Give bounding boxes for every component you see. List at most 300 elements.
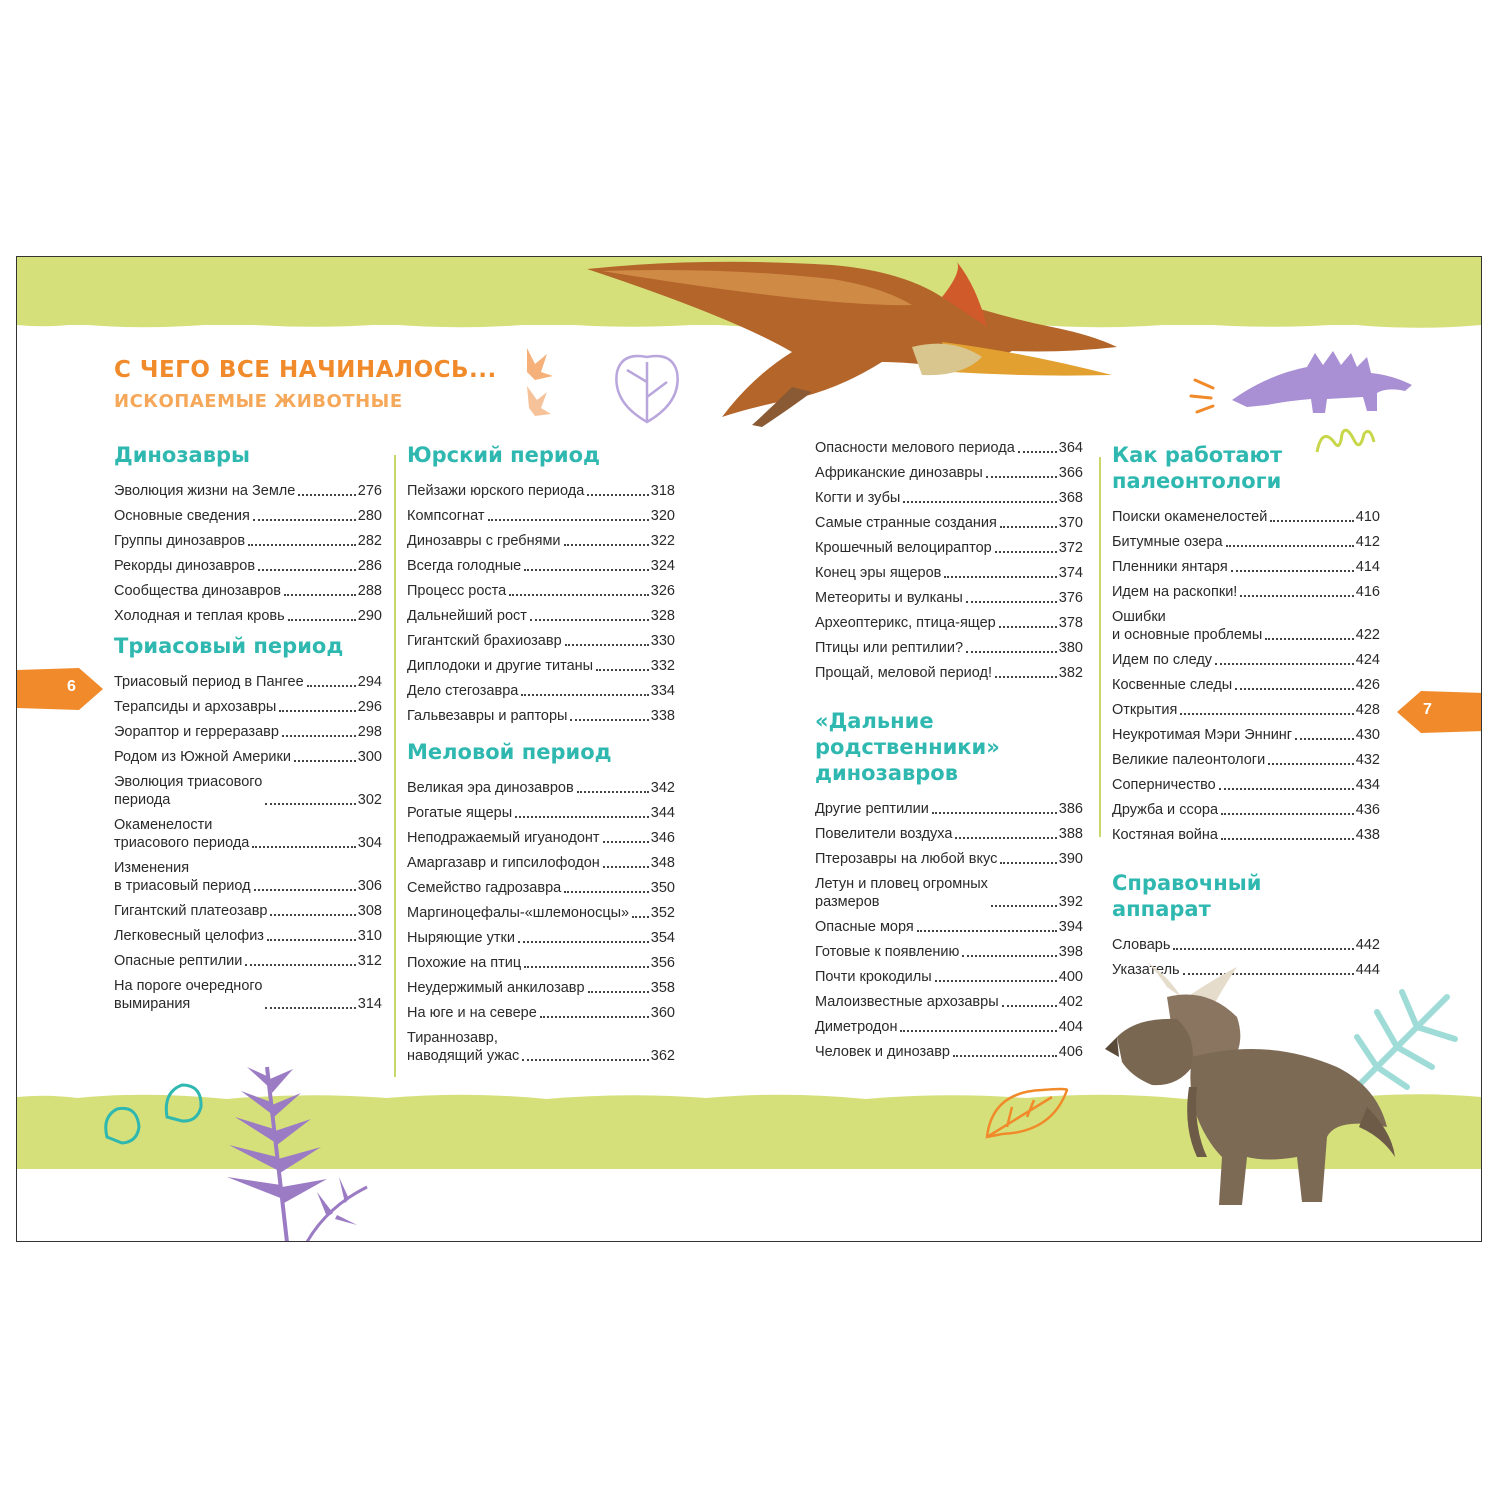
toc-entry[interactable]	[1112, 936, 1380, 954]
toc-entry[interactable]	[407, 482, 675, 500]
toc-entry-title: Гальвезавры и рапторы	[407, 708, 568, 724]
dot-leader	[1270, 520, 1353, 522]
toc-page-number: 372	[1058, 540, 1083, 556]
footprint-icon	[97, 1077, 217, 1147]
dot-leader	[515, 816, 649, 818]
toc-entry-title: Семейство гадрозавра	[407, 880, 562, 896]
toc-page-number: 312	[357, 953, 382, 969]
toc-page-number: 294	[357, 674, 382, 690]
dot-leader	[900, 1030, 1056, 1032]
page-number-left: 6	[67, 678, 76, 695]
toc-entry[interactable]	[1112, 826, 1380, 844]
toc-entry-title: Родом из Южной Америки	[114, 749, 291, 765]
dot-leader	[254, 889, 356, 891]
toc-section	[1112, 442, 1380, 844]
toc-entry-title: Сообщества динозавров	[114, 583, 281, 599]
toc-page-number: 398	[1058, 944, 1083, 960]
toc-page-number: 350	[650, 880, 675, 896]
toc-page-number: 318	[650, 483, 675, 499]
dot-leader	[1221, 838, 1354, 840]
toc-page-number: 338	[650, 708, 675, 724]
toc-entry-title: Пленники янтаря	[1112, 559, 1228, 575]
triceratops-illustration	[1097, 957, 1397, 1217]
toc-entry-title: Пейзажи юрского периода	[407, 483, 585, 499]
dot-leader	[253, 519, 356, 521]
toc-entry-title: Идем на раскопки!	[1112, 584, 1238, 600]
dot-leader	[603, 866, 649, 868]
toc-entry[interactable]	[1112, 533, 1380, 551]
toc-entry-title: Всегда голодные	[407, 558, 522, 574]
dot-leader	[252, 846, 355, 848]
toc-page-number: 334	[650, 683, 675, 699]
dot-leader	[962, 955, 1056, 957]
toc-entry-title: Компсогнат	[407, 508, 485, 524]
toc-entry[interactable]	[407, 979, 675, 997]
toc-entry-title: Динозавры с гребнями	[407, 533, 561, 549]
toc-section	[114, 633, 382, 1013]
toc-entry[interactable]	[407, 532, 675, 550]
toc-entry-title: Когти и зубы	[815, 490, 901, 506]
dot-leader	[518, 941, 649, 943]
toc-entry[interactable]	[114, 698, 382, 716]
toc-entry-title: Триасовый период в Пангее	[114, 674, 304, 690]
toc-page-number: 422	[1355, 627, 1380, 643]
toc-entry[interactable]	[815, 1018, 1083, 1036]
toc-entry-title: Холодная и теплая кровь	[114, 608, 285, 624]
dot-leader	[577, 791, 649, 793]
toc-page-number: 404	[1058, 1019, 1083, 1035]
toc-entry[interactable]	[407, 779, 675, 797]
toc-page-number: 326	[650, 583, 675, 599]
toc-entry[interactable]	[815, 850, 1083, 868]
toc-entry[interactable]	[407, 582, 675, 600]
toc-entry-title: Самые странные создания	[815, 515, 997, 531]
toc-entry[interactable]	[815, 564, 1083, 582]
toc-page-number: 288	[357, 583, 382, 599]
dot-leader	[288, 619, 356, 621]
toc-entry[interactable]	[815, 639, 1083, 657]
toc-page-number: 390	[1058, 851, 1083, 867]
dot-leader	[1180, 713, 1353, 715]
toc-entry[interactable]	[407, 804, 675, 822]
toc-entry-title: Идем по следу	[1112, 652, 1213, 668]
toc-entry[interactable]	[114, 532, 382, 550]
toc-page-number: 392	[1058, 894, 1083, 910]
toc-entry[interactable]	[114, 927, 382, 945]
toc-entry-title: Изменения в триасовый период	[114, 860, 251, 894]
toc-entry[interactable]	[815, 825, 1083, 843]
toc-page-number: 308	[357, 903, 382, 919]
toc-entry-title: Основные сведения	[114, 508, 250, 524]
column-divider	[1099, 457, 1101, 837]
leaf-icon	[602, 342, 692, 432]
toc-entry[interactable]	[1112, 508, 1380, 526]
toc-section	[407, 739, 675, 1065]
sparkle-lines	[1187, 372, 1227, 417]
toc-entry[interactable]	[407, 1029, 675, 1065]
toc-entry[interactable]	[407, 657, 675, 675]
dot-leader	[935, 980, 1057, 982]
toc-entry-title: Битумные озера	[1112, 534, 1223, 550]
toc-entry[interactable]	[114, 748, 382, 766]
toc-page-number: 282	[357, 533, 382, 549]
toc-page-number: 416	[1355, 584, 1380, 600]
dot-leader	[1173, 948, 1353, 950]
dot-leader	[917, 930, 1057, 932]
toc-entry-title: Диметродон	[815, 1019, 898, 1035]
section-title: Меловой период	[407, 740, 612, 764]
toc-entry[interactable]	[407, 829, 675, 847]
dot-leader	[953, 1055, 1057, 1057]
toc-page-number: 430	[1355, 727, 1380, 743]
dot-leader	[1268, 763, 1354, 765]
page-tab-right	[1395, 689, 1482, 735]
toc-page-number: 324	[650, 558, 675, 574]
toc-entry[interactable]	[815, 514, 1083, 532]
section-title: Юрский период	[407, 443, 601, 467]
dot-leader	[1295, 738, 1354, 740]
toc-page-number: 342	[650, 780, 675, 796]
stegosaurus-silhouette	[1227, 345, 1417, 415]
fern-leaf-icon	[197, 1057, 387, 1242]
toc-entry-title: Неукротимая Мэри Эннинг	[1112, 727, 1293, 743]
toc-page-number: 406	[1058, 1044, 1083, 1060]
dot-leader	[521, 694, 648, 696]
dot-leader	[1235, 688, 1354, 690]
toc-page-number: 352	[650, 905, 675, 921]
dot-leader	[270, 914, 355, 916]
toc-entry[interactable]	[1112, 651, 1380, 669]
dot-leader	[245, 964, 355, 966]
toc-entry[interactable]	[1112, 726, 1380, 744]
dot-leader	[267, 939, 356, 941]
toc-page-number: 290	[357, 608, 382, 624]
dot-leader	[995, 551, 1057, 553]
dot-leader	[265, 803, 355, 805]
footprint-icon	[497, 342, 567, 422]
toc-entry[interactable]	[815, 589, 1083, 607]
toc-page-number: 434	[1355, 777, 1380, 793]
toc-entry-title: Метеориты и вулканы	[815, 590, 963, 606]
dot-leader	[540, 1016, 649, 1018]
toc-entry[interactable]	[407, 607, 675, 625]
toc-entry-title: Гигантский платеозавр	[114, 903, 268, 919]
toc-column-3	[815, 439, 1083, 1068]
section-title: Триасовый период	[114, 634, 344, 658]
toc-entry[interactable]	[407, 632, 675, 650]
toc-page-number: 424	[1355, 652, 1380, 668]
dot-leader	[282, 735, 356, 737]
toc-entry[interactable]	[1112, 751, 1380, 769]
toc-entry[interactable]	[815, 800, 1083, 818]
toc-page-number: 280	[357, 508, 382, 524]
toc-page-number: 286	[357, 558, 382, 574]
dot-leader	[570, 719, 648, 721]
toc-entry-title: Рекорды динозавров	[114, 558, 256, 574]
leaf-icon	[982, 1082, 1072, 1142]
toc-entry[interactable]	[815, 1043, 1083, 1061]
toc-page-number: 330	[650, 633, 675, 649]
toc-entry-title: Диплодоки и другие титаны	[407, 658, 594, 674]
toc-entry[interactable]	[1112, 558, 1380, 576]
dot-leader	[1000, 526, 1057, 528]
dot-leader	[564, 891, 649, 893]
toc-entry[interactable]	[815, 489, 1083, 507]
toc-entry-title: Повелители воздуха	[815, 826, 953, 842]
toc-page-number: 380	[1058, 640, 1083, 656]
toc-entry-title: Африканские динозавры	[815, 465, 983, 481]
toc-entry[interactable]	[114, 859, 382, 895]
toc-entry-title: Амаргазавр и гипсилофодон	[407, 855, 600, 871]
dot-leader	[1018, 451, 1057, 453]
dot-leader	[1221, 813, 1354, 815]
dot-leader	[944, 576, 1056, 578]
toc-page-number: 364	[1058, 440, 1083, 456]
toc-page-number: 378	[1058, 615, 1083, 631]
toc-entry[interactable]	[1112, 701, 1380, 719]
toc-entry[interactable]	[114, 673, 382, 691]
toc-entry-title: На пороге очередного вымирания	[114, 978, 263, 1012]
toc-entry-title: Малоизвестные архозавры	[815, 994, 999, 1010]
toc-entry[interactable]	[407, 904, 675, 922]
dot-leader	[1000, 862, 1056, 864]
toc-page-number: 360	[650, 1005, 675, 1021]
book-subtitle: ИСКОПАЕМЫЕ ЖИВОТНЫЕ	[114, 391, 403, 412]
toc-entry[interactable]	[407, 557, 675, 575]
toc-entry[interactable]	[407, 879, 675, 897]
page-tab-left	[17, 666, 105, 712]
toc-page-number: 302	[357, 792, 382, 808]
dot-leader	[587, 494, 648, 496]
toc-entry[interactable]	[114, 773, 382, 809]
toc-page-number: 386	[1058, 801, 1083, 817]
dot-leader	[509, 594, 649, 596]
toc-entry-title: Готовые к появлению	[815, 944, 960, 960]
dot-leader	[588, 991, 649, 993]
toc-entry-title: На юге и на севере	[407, 1005, 537, 1021]
toc-page-number: 410	[1355, 509, 1380, 525]
dot-leader	[248, 544, 356, 546]
toc-entry-title: Опасные рептилии	[114, 953, 243, 969]
dot-leader	[522, 1059, 649, 1061]
toc-entry[interactable]	[114, 902, 382, 920]
toc-entry-title: Неподражаемый игуанодонт	[407, 830, 600, 846]
toc-page-number: 296	[357, 699, 382, 715]
dot-leader	[307, 685, 356, 687]
toc-entry[interactable]	[815, 614, 1083, 632]
toc-entry-title: Дружба и ссора	[1112, 802, 1219, 818]
toc-entry[interactable]	[407, 1004, 675, 1022]
dot-leader	[632, 916, 649, 918]
dot-leader	[596, 669, 649, 671]
toc-entry-title: Дело стегозавра	[407, 683, 519, 699]
dot-leader	[524, 966, 649, 968]
toc-page-number: 374	[1058, 565, 1083, 581]
toc-entry-title: Словарь	[1112, 937, 1171, 953]
dot-leader	[966, 651, 1057, 653]
toc-entry[interactable]	[1112, 801, 1380, 819]
toc-entry-title: Опасные моря	[815, 919, 914, 935]
toc-page-number: 428	[1355, 702, 1380, 718]
toc-entry[interactable]	[114, 607, 382, 625]
toc-entry-title: Птицы или рептилии?	[815, 640, 964, 656]
toc-entry[interactable]	[114, 977, 382, 1013]
toc-entry-title: Процесс роста	[407, 583, 507, 599]
toc-entry-title: Опасности мелового периода	[815, 440, 1015, 456]
toc-entry[interactable]	[815, 875, 1083, 911]
toc-entry[interactable]	[407, 707, 675, 725]
dot-leader	[258, 569, 356, 571]
toc-page-number: 426	[1355, 677, 1380, 693]
toc-page-number: 346	[650, 830, 675, 846]
toc-page-number: 366	[1058, 465, 1083, 481]
toc-entry-title: Открытия	[1112, 702, 1178, 718]
toc-entry[interactable]	[815, 993, 1083, 1011]
toc-entry-title: Окаменелости триасового периода	[114, 817, 250, 851]
toc-entry-title: Тираннозавр, наводящий ужас	[407, 1030, 520, 1064]
toc-entry-title: Терапсиды и архозавры	[114, 699, 277, 715]
toc-entry-title: Маргиноцефалы-«шлемоносцы»	[407, 905, 630, 921]
toc-entry-title: Ныряющие утки	[407, 930, 515, 946]
dot-leader	[995, 676, 1057, 678]
toc-entry[interactable]	[1112, 608, 1380, 644]
section-title: Как работают палеонтологи	[1112, 443, 1283, 493]
toc-page-number: 368	[1058, 490, 1083, 506]
toc-page-number: 356	[650, 955, 675, 971]
dot-leader	[1002, 1005, 1057, 1007]
dot-leader	[524, 569, 649, 571]
book-spread	[16, 256, 1482, 1242]
toc-page-number: 354	[650, 930, 675, 946]
dot-leader	[530, 619, 649, 621]
toc-page-number: 306	[357, 878, 382, 894]
toc-page-number: 314	[357, 996, 382, 1012]
section-title: Динозавры	[114, 443, 251, 467]
dot-leader	[932, 812, 1057, 814]
toc-entry[interactable]	[815, 464, 1083, 482]
toc-entry[interactable]	[407, 929, 675, 947]
toc-entry[interactable]	[815, 664, 1083, 682]
toc-entry-title: Группы динозавров	[114, 533, 246, 549]
toc-page-number: 402	[1058, 994, 1083, 1010]
toc-entry[interactable]	[1112, 583, 1380, 601]
toc-entry-title: Археоптерикс, птица-ящер	[815, 615, 996, 631]
dot-leader	[966, 601, 1057, 603]
toc-entry[interactable]	[407, 854, 675, 872]
dot-leader	[1265, 638, 1354, 640]
toc-page-number: 332	[650, 658, 675, 674]
toc-entry[interactable]	[114, 952, 382, 970]
toc-entry-title: Ошибки и основные проблемы	[1112, 609, 1263, 643]
dot-leader	[1231, 570, 1354, 572]
toc-entry-title: Эволюция жизни на Земле	[114, 483, 296, 499]
toc-page-number: 370	[1058, 515, 1083, 531]
toc-column-1	[114, 442, 382, 1020]
dot-leader	[991, 905, 1057, 907]
dot-leader	[565, 644, 649, 646]
dot-leader	[488, 519, 649, 521]
dot-leader	[1240, 595, 1353, 597]
toc-entry[interactable]	[407, 682, 675, 700]
toc-entry[interactable]	[1112, 776, 1380, 794]
dot-leader	[294, 760, 356, 762]
toc-entry-title: Прощай, меловой период!	[815, 665, 992, 681]
toc-entry[interactable]	[815, 943, 1083, 961]
toc-column-2	[407, 442, 675, 1072]
toc-page-number: 438	[1355, 827, 1380, 843]
toc-page-number: 436	[1355, 802, 1380, 818]
toc-page-number: 328	[650, 608, 675, 624]
toc-entry-title: Птерозавры на любой вкус	[815, 851, 998, 867]
dot-leader	[1215, 663, 1354, 665]
toc-entry-title: Легковесный целофиз	[114, 928, 264, 944]
dot-leader	[1219, 788, 1354, 790]
toc-entry[interactable]	[114, 723, 382, 741]
toc-entry[interactable]	[114, 816, 382, 852]
toc-entry[interactable]	[815, 918, 1083, 936]
toc-entry-title: Дальнейший рост	[407, 608, 527, 624]
page-number-right: 7	[1423, 701, 1432, 718]
dot-leader	[955, 837, 1056, 839]
dot-leader	[903, 501, 1056, 503]
section-title: «Дальние родственники» динозавров	[815, 709, 1000, 785]
toc-page-number: 298	[357, 724, 382, 740]
toc-entry-title: Крошечный велоцираптор	[815, 540, 992, 556]
toc-section	[815, 708, 1083, 1061]
toc-entry-title: Неудержимый анкилозавр	[407, 980, 585, 996]
dot-leader	[1226, 545, 1354, 547]
toc-column-4	[1112, 442, 1380, 986]
toc-page-number: 394	[1058, 919, 1083, 935]
dot-leader	[564, 544, 649, 546]
toc-entry[interactable]	[114, 482, 382, 500]
toc-entry-title: Другие рептилии	[815, 801, 929, 817]
toc-entry[interactable]	[815, 968, 1083, 986]
toc-entry[interactable]	[114, 557, 382, 575]
toc-page-number: 382	[1058, 665, 1083, 681]
toc-entry[interactable]	[114, 582, 382, 600]
toc-entry[interactable]	[407, 507, 675, 525]
toc-page-number: 358	[650, 980, 675, 996]
toc-page-number: 400	[1058, 969, 1083, 985]
toc-section	[815, 439, 1083, 682]
toc-page-number: 414	[1355, 559, 1380, 575]
toc-entry-title: Эораптор и герреразавр	[114, 724, 279, 740]
dot-leader	[298, 494, 355, 496]
toc-page-number: 276	[357, 483, 382, 499]
toc-entry[interactable]	[407, 954, 675, 972]
toc-page-number: 376	[1058, 590, 1083, 606]
toc-entry[interactable]	[815, 439, 1083, 457]
toc-entry-title: Костяная война	[1112, 827, 1218, 843]
dot-leader	[603, 841, 649, 843]
toc-page-number: 362	[650, 1048, 675, 1064]
toc-entry-title: Эволюция триасового периода	[114, 774, 263, 808]
dot-leader	[986, 476, 1057, 478]
toc-entry[interactable]	[1112, 676, 1380, 694]
toc-page-number: 412	[1355, 534, 1380, 550]
section-title: Справочный аппарат	[1112, 871, 1262, 921]
toc-entry[interactable]	[114, 507, 382, 525]
toc-page-number: 304	[357, 835, 382, 851]
toc-entry[interactable]	[815, 539, 1083, 557]
toc-page-number: 322	[650, 533, 675, 549]
toc-section	[407, 442, 675, 725]
toc-page-number: 344	[650, 805, 675, 821]
book-title: С ЧЕГО ВСЕ НАЧИНАЛОСЬ...	[114, 357, 497, 383]
toc-entry-title: Человек и динозавр	[815, 1044, 950, 1060]
dot-leader	[265, 1007, 355, 1009]
